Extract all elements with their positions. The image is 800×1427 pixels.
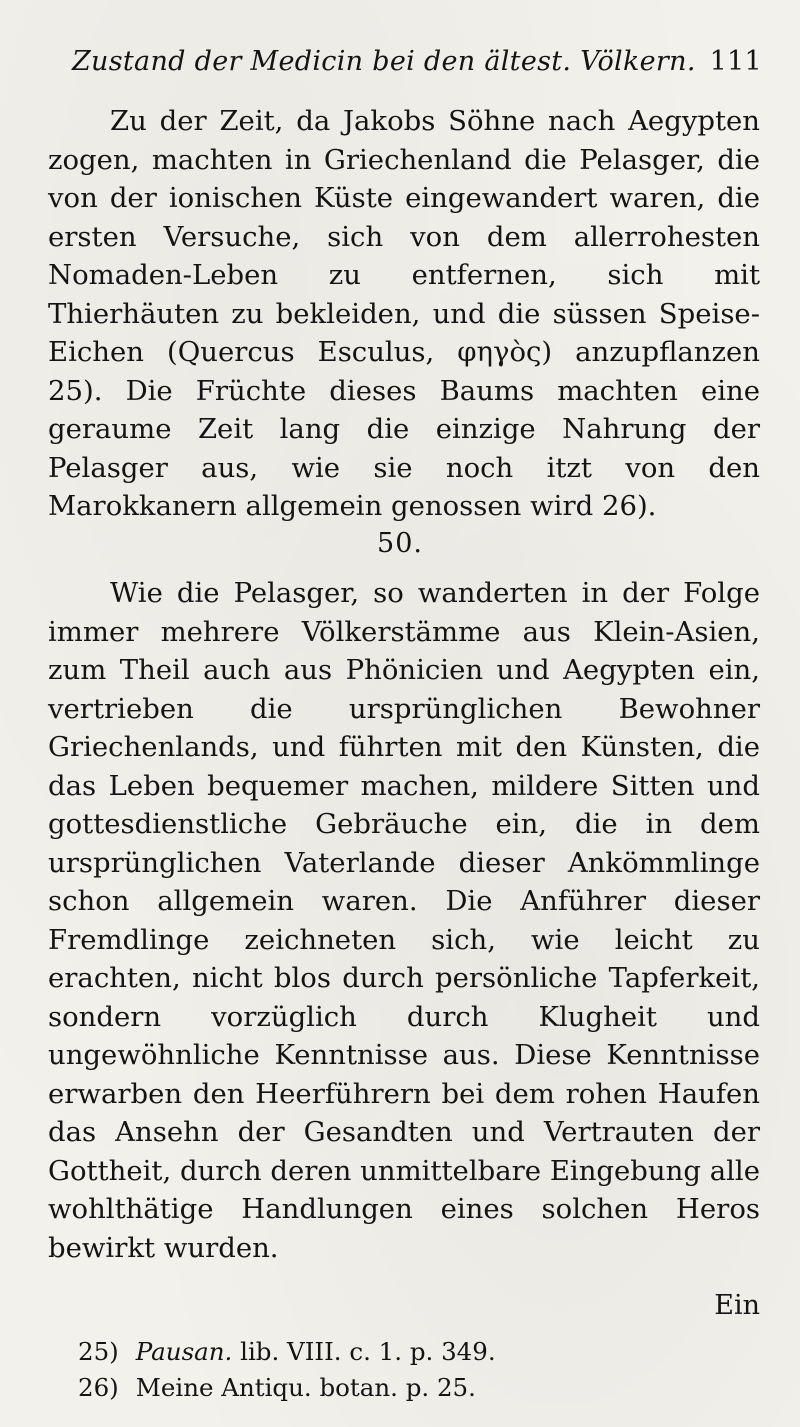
footnote-number: 26) (78, 1373, 119, 1402)
footnote-author: Pausan. (135, 1337, 233, 1366)
footnote-25 (78, 1334, 718, 1370)
paragraph-2-text: Wie die Pelasger, so wanderten in der Folge immer mehrere Völkerstämme aus Klein-Asien, zum Theil auch aus Phönicien und Aegypten ein, vertrieben die ursprünglichen Bewohner Griechenlands, und führten mit den Künsten, die das Leben bequemer machen, mildere Sitten und gottesdienstliche Gebräuche ein, die in dem ursprünglichen Vaterlande dieser Ankömmlinge schon allgemein waren. Die Anführer dieser Fremdlinge zeichneten sich, wie leicht zu erachten, nicht blos durch persönliche Tapferkeit, sondern vorzüglich durch Klugheit und ungewöhnliche Kenntnisse aus. Diese Kenntnisse erwarben den Heerführern bei dem rohen Haufen das Ansehn der Gesandten und Vertrauten der Gottheit, durch deren unmittelbare Eingebung alle wohlthätige Handlungen eines solchen Heros bewirkt wurden. (48, 577, 760, 1264)
footnote-text: lib. VIII. c. 1. p. 349. (240, 1337, 496, 1366)
running-head (72, 42, 762, 82)
paragraph-1 (48, 102, 760, 526)
catchword: Ein (714, 1290, 760, 1321)
section-number: 50. (377, 528, 423, 559)
footnote-text: Meine Antiqu. botan. p. 25. (135, 1373, 476, 1402)
footnote-number: 25) (78, 1337, 119, 1366)
paragraph-2 (48, 574, 760, 1267)
running-head-title: Zustand der Medicin bei den ältest. Völkern. (72, 46, 696, 77)
footnote-26 (78, 1370, 718, 1406)
paragraph-1-text: Zu der Zeit, da Jakobs Söhne nach Aegypten zogen, machten in Griechenland die Pelasger, die von der ionischen Küste eingewandert waren, die ersten Versuche, sich von dem allerrohesten Nomaden-Leben zu entfernen, sich mit Thierhäuten zu bekleiden, und die süssen Speise-Eichen (Quercus Esculus, φηγὸς) anzupflanzen 25). Die Früchte dieses Baums machten eine geraume Zeit lang die einzige Nahrung der Pelasger aus, wie sie noch itzt von den Marokkanern allgemein genossen wird 26). (48, 105, 760, 522)
page-number: 111 (709, 46, 762, 77)
footnotes (78, 1334, 718, 1406)
